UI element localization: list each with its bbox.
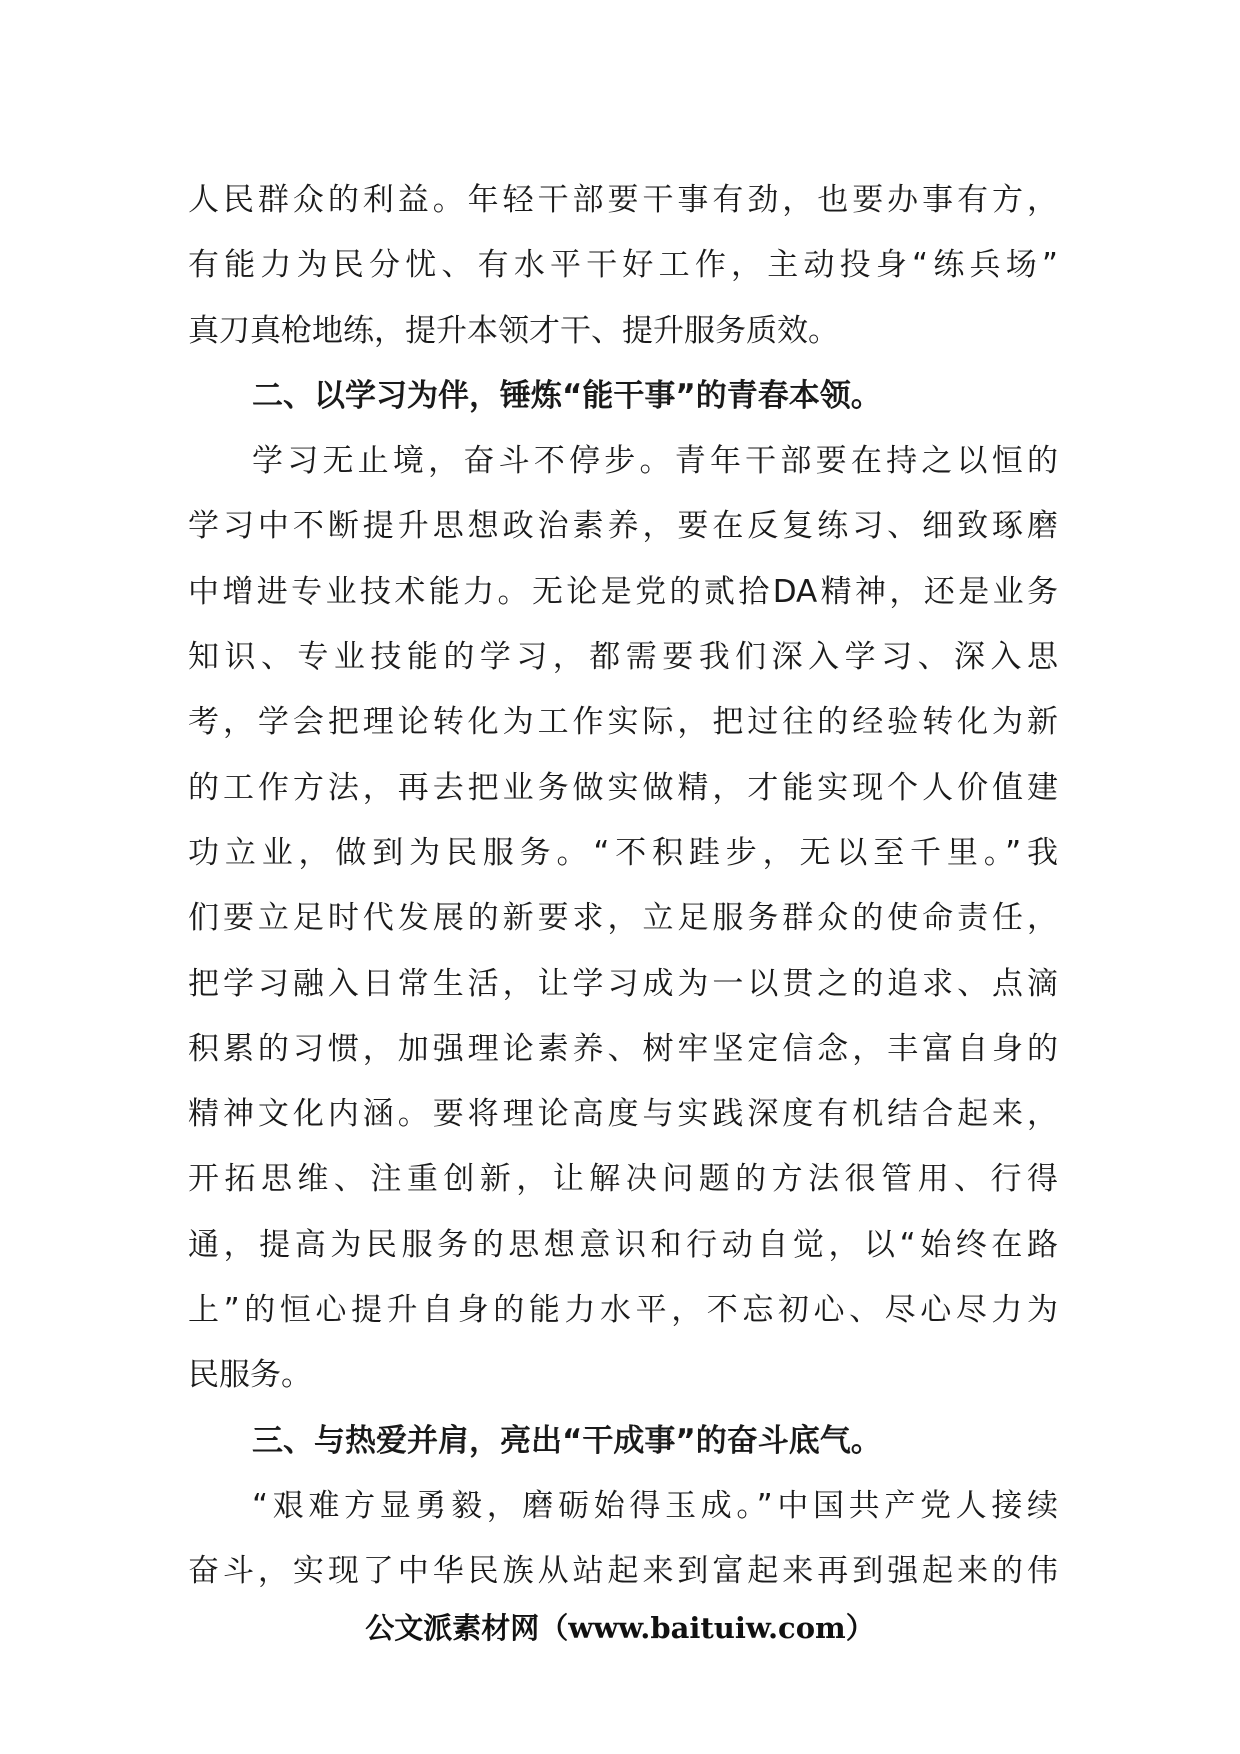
text-line: 上”的恒心提升自身的能力水平，不忘初心、尽心尽力为 (188, 1292, 1058, 1329)
body-text (188, 168, 1058, 1605)
text-line: 把学习融入日常生活，让学习成为一以贯之的追求、点滴 (188, 965, 1058, 1002)
text-line: 中增进专业技术能力。无论是党的贰拾DA精神，还是业务 (188, 573, 1058, 610)
text-line: 的工作方法，再去把业务做实做精，才能实现个人价值建 (188, 769, 1058, 806)
section-heading: 二、以学习为伴，锤炼“能干事”的青春本领。 (252, 377, 882, 414)
text-line: 人民群众的利益。年轻干部要干事有劲，也要办事有方， (188, 182, 1058, 218)
text-line: 奋斗，实现了中华民族从站起来到富起来再到强起来的伟 (188, 1553, 1058, 1590)
text-line: “艰难方显勇毅，磨砺始得玉成。”中国共产党人接续 (252, 1487, 1058, 1524)
text-line: 真刀真枪地练，提升本领才干、提升服务质效。 (188, 312, 839, 349)
text-line: 积累的习惯，加强理论素养、树牢坚定信念，丰富自身的 (188, 1030, 1058, 1067)
text-line: 学习无止境，奋斗不停步。青年干部要在持之以恒的 (252, 443, 1058, 480)
text-line: 们要立足时代发展的新要求，立足服务群众的使命责任， (188, 900, 1058, 937)
text-line: 开拓思维、注重创新，让解决问题的方法很管用、行得 (188, 1161, 1058, 1198)
text-line: 知识、专业技能的学习，都需要我们深入学习、深入思 (188, 639, 1058, 676)
text-line: 功立业，做到为民服务。“不积跬步，无以至千里。”我 (188, 834, 1058, 871)
text-line: 民服务。 (188, 1357, 312, 1394)
text-line: 通，提高为民服务的思想意识和行动自觉，以“始终在路 (188, 1226, 1058, 1263)
text-line: 有能力为民分忧、有水平干好工作，主动投身“练兵场” (188, 247, 1058, 284)
text-line: 精神文化内涵。要将理论高度与实践深度有机结合起来， (188, 1096, 1058, 1133)
footer-watermark: 公文派素材网（www.baituiw.com） (365, 1611, 875, 1645)
text-line: 学习中不断提升思想政治素养，要在反复练习、细致琢磨 (188, 508, 1058, 545)
text-line: 考，学会把理论转化为工作实际，把过往的经验转化为新 (188, 704, 1058, 741)
section-heading: 三、与热爱并肩，亮出“干成事”的奋斗底气。 (252, 1422, 882, 1459)
